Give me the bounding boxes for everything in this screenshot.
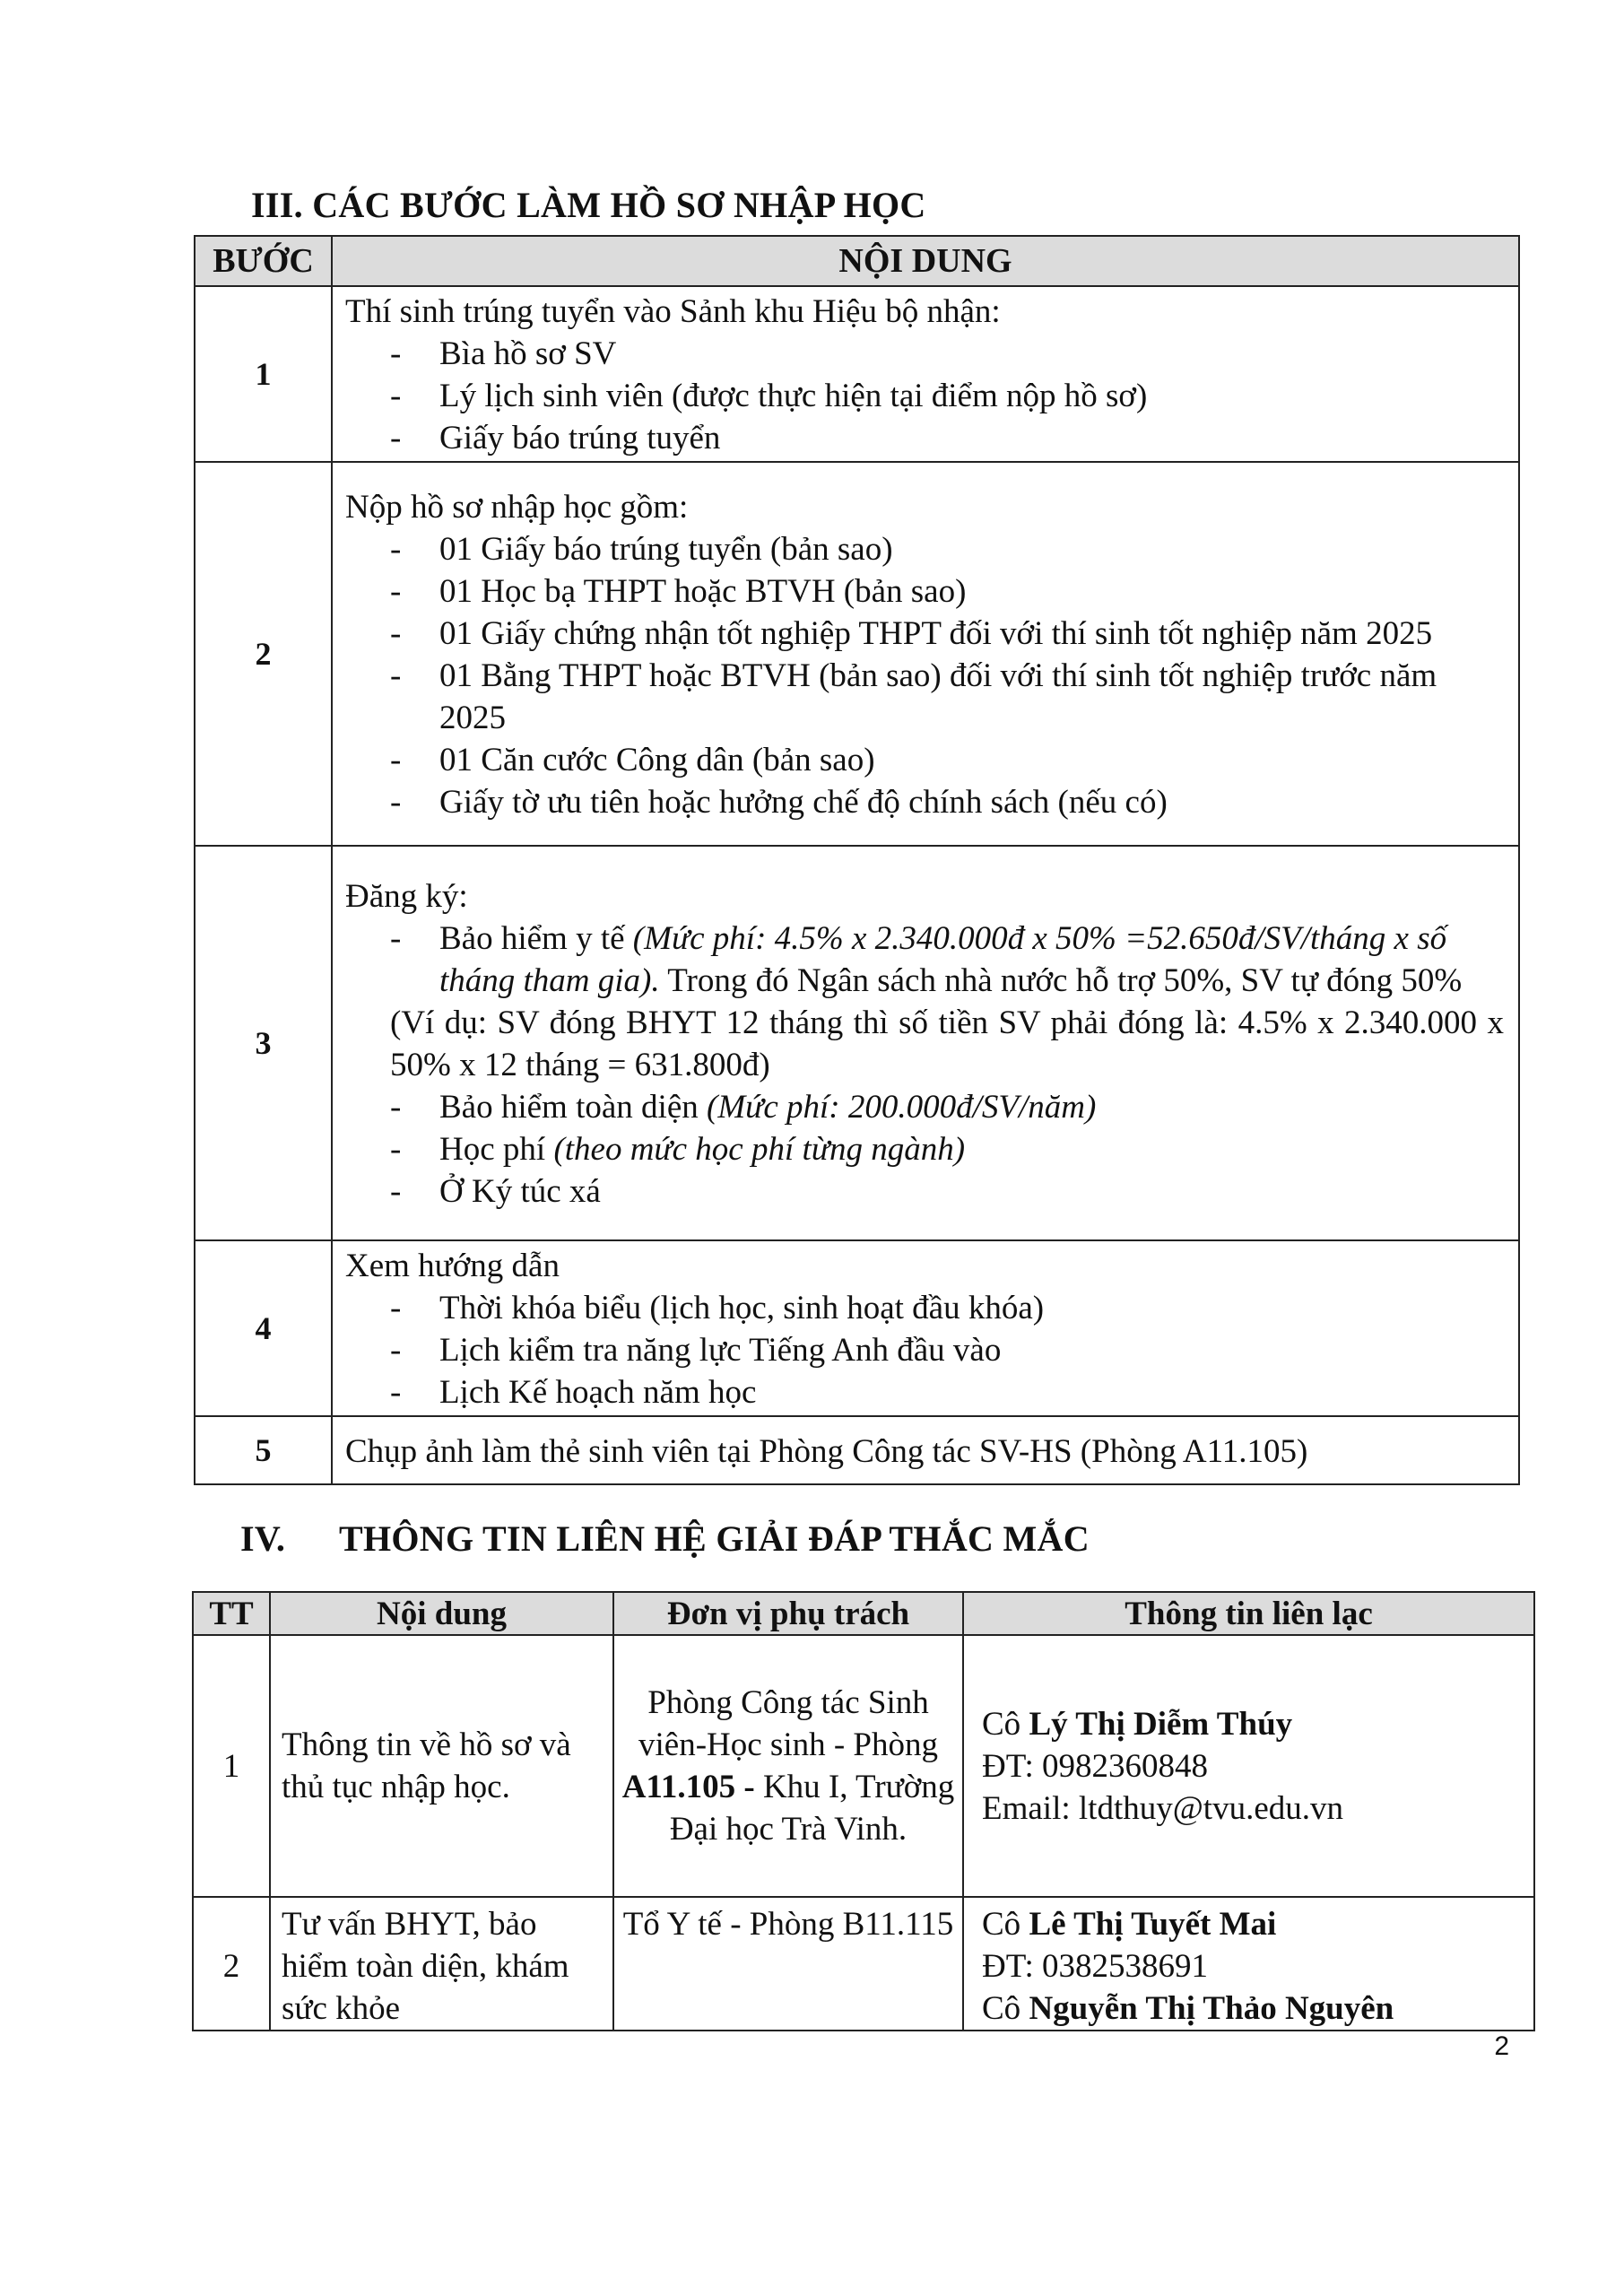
list-item: - Thời khóa biểu (lịch học, sinh hoạt đầu khóa) xyxy=(390,1287,1504,1329)
list-item-dorm: - Ở Ký túc xá xyxy=(390,1170,1504,1213)
col-contact-header: Thông tin liên lạc xyxy=(963,1592,1534,1635)
row-content: Thông tin về hồ sơ và thủ tục nhập học. xyxy=(270,1635,613,1897)
insurance-label: Bảo hiểm toàn diện xyxy=(439,1089,707,1126)
step-number: 2 xyxy=(195,462,332,846)
step-list xyxy=(345,918,1504,1002)
health-insurance-label: Bảo hiểm y tế xyxy=(439,920,633,957)
list-item: - Lịch kiểm tra năng lực Tiếng Anh đầu vào xyxy=(390,1329,1504,1371)
list-item-tuition xyxy=(390,1128,1504,1170)
step-intro: Thí sinh trúng tuyển vào Sảnh khu Hiệu bộ nhận: xyxy=(345,293,1001,330)
contact-prefix: Cô xyxy=(982,1906,1029,1943)
step-list xyxy=(345,333,1504,459)
step-content xyxy=(332,462,1519,846)
contact-person xyxy=(982,1987,1515,2030)
section-4-heading xyxy=(240,1518,1090,1560)
step-row-2 xyxy=(195,462,1519,846)
table-row xyxy=(193,1897,1534,2031)
step-row-5 xyxy=(195,1416,1519,1484)
page-number: 2 xyxy=(1494,2031,1509,2061)
contact-phone: ĐT: 0982360848 xyxy=(982,1747,1209,1785)
insurance-fee: (Mức phí: 200.000đ/SV/năm) xyxy=(707,1089,1097,1126)
contact-name: Lê Thị Tuyết Mai xyxy=(1029,1906,1277,1943)
unit-text: Khu I, Trường Đại học Trà Vinh. xyxy=(669,1769,955,1848)
row-number: 2 xyxy=(193,1897,270,2031)
step-number: 4 xyxy=(195,1240,332,1416)
step-list xyxy=(345,1086,1504,1213)
admission-steps-table xyxy=(194,235,1520,1485)
list-item: - 01 Bằng THPT hoặc BTVH (bản sao) đối với thí sinh tốt nghiệp trước năm 2025 xyxy=(390,655,1504,739)
list-item: - 01 Giấy báo trúng tuyển (bản sao) xyxy=(390,528,1504,570)
col-content-header: Nội dung xyxy=(270,1592,613,1635)
contact-person xyxy=(982,1903,1515,1945)
list-item-comprehensive-insurance xyxy=(390,1086,1504,1128)
contact-person xyxy=(982,1703,1515,1745)
unit-text: Phòng Công tác Sinh viên-Học sinh - Phòng xyxy=(638,1684,938,1763)
contact-prefix: Cô xyxy=(982,1705,1029,1743)
list-item: - Giấy báo trúng tuyển xyxy=(390,417,1504,459)
health-insurance-note: Trong đó Ngân sách nhà nước hỗ trợ 50%, SV tự đóng 50% xyxy=(659,962,1463,999)
step-content xyxy=(332,846,1519,1240)
row-number: 1 xyxy=(193,1635,270,1897)
row-unit: Tổ Y tế - Phòng B11.115 xyxy=(613,1897,963,2031)
list-item: - Lịch Kế hoạch năm học xyxy=(390,1371,1504,1413)
step-list xyxy=(345,1287,1504,1413)
step-content: Chụp ảnh làm thẻ sinh viên tại Phòng Công tác SV-HS (Phòng A11.105) xyxy=(332,1416,1519,1484)
row-contact xyxy=(963,1635,1534,1897)
contact-name: Nguyễn Thị Thảo Nguyên xyxy=(1029,1990,1394,2027)
list-item: - Lý lịch sinh viên (được thực hiện tại điểm nộp hồ sơ) xyxy=(390,375,1504,417)
step-list xyxy=(345,528,1504,823)
step-row-3 xyxy=(195,846,1519,1240)
contact-email: Email: ltdthuy@tvu.edu.vn xyxy=(982,1789,1344,1827)
list-item: - Giấy tờ ưu tiên hoặc hưởng chế độ chính sách (nếu có) xyxy=(390,781,1504,823)
list-item: - Bìa hồ sơ SV xyxy=(390,333,1504,375)
table-header-row xyxy=(193,1592,1534,1635)
col-tt-header: TT xyxy=(193,1592,270,1635)
unit-room: A11.105 - xyxy=(621,1769,755,1805)
step-intro: Đăng ký: xyxy=(345,878,468,915)
list-item-health-insurance xyxy=(390,918,1504,1002)
step-row-1 xyxy=(195,286,1519,462)
section-4-title: THÔNG TIN LIÊN HỆ GIẢI ĐÁP THẮC MẮC xyxy=(339,1518,1090,1559)
list-item: - 01 Giấy chứng nhận tốt nghiệp THPT đối với thí sinh tốt nghiệp năm 2025 xyxy=(390,613,1504,655)
step-number: 3 xyxy=(195,846,332,1240)
step-content xyxy=(332,1240,1519,1416)
step-intro: Nộp hồ sơ nhập học gồm: xyxy=(345,489,689,526)
step-number: 5 xyxy=(195,1416,332,1484)
tuition-note: (theo mức học phí từng ngành) xyxy=(553,1131,966,1168)
health-insurance-fee: (Mức phí: 4.5% x 2.340.000đ x 50% =52.650đ/SV/tháng x số tháng tham gia). xyxy=(439,920,1447,999)
row-unit xyxy=(613,1635,963,1897)
step-intro: Xem hướng dẫn xyxy=(345,1248,560,1284)
step-number: 1 xyxy=(195,286,332,462)
table-header-row xyxy=(195,236,1519,286)
col-content-header: NỘI DUNG xyxy=(332,236,1519,286)
section-3-heading: III. CÁC BƯỚC LÀM HỒ SƠ NHẬP HỌC xyxy=(251,185,926,225)
contact-name: Lý Thị Diễm Thúy xyxy=(1029,1705,1293,1743)
contact-table xyxy=(192,1591,1535,2031)
row-content: Tư vấn BHYT, bảo hiểm toàn diện, khám sức khỏe xyxy=(270,1897,613,2031)
step-content xyxy=(332,286,1519,462)
col-step-header: BƯỚC xyxy=(195,236,332,286)
tuition-label: Học phí xyxy=(439,1131,554,1168)
list-item: - 01 Căn cước Công dân (bản sao) xyxy=(390,739,1504,781)
contact-phone: ĐT: 0382538691 xyxy=(982,1948,1209,1985)
step-row-4 xyxy=(195,1240,1519,1416)
row-contact xyxy=(963,1897,1534,2031)
col-unit-header: Đơn vị phụ trách xyxy=(613,1592,963,1635)
table-row xyxy=(193,1635,1534,1897)
list-item: - 01 Học bạ THPT hoặc BTVH (bản sao) xyxy=(390,570,1504,613)
section-4-number: IV. xyxy=(240,1518,286,1559)
example-note: (Ví dụ: SV đóng BHYT 12 tháng thì số tiền SV phải đóng là: 4.5% x 2.340.000 x 50% x 12 tháng = 631.800đ) xyxy=(390,1004,1504,1083)
contact-prefix: Cô xyxy=(982,1990,1029,2027)
